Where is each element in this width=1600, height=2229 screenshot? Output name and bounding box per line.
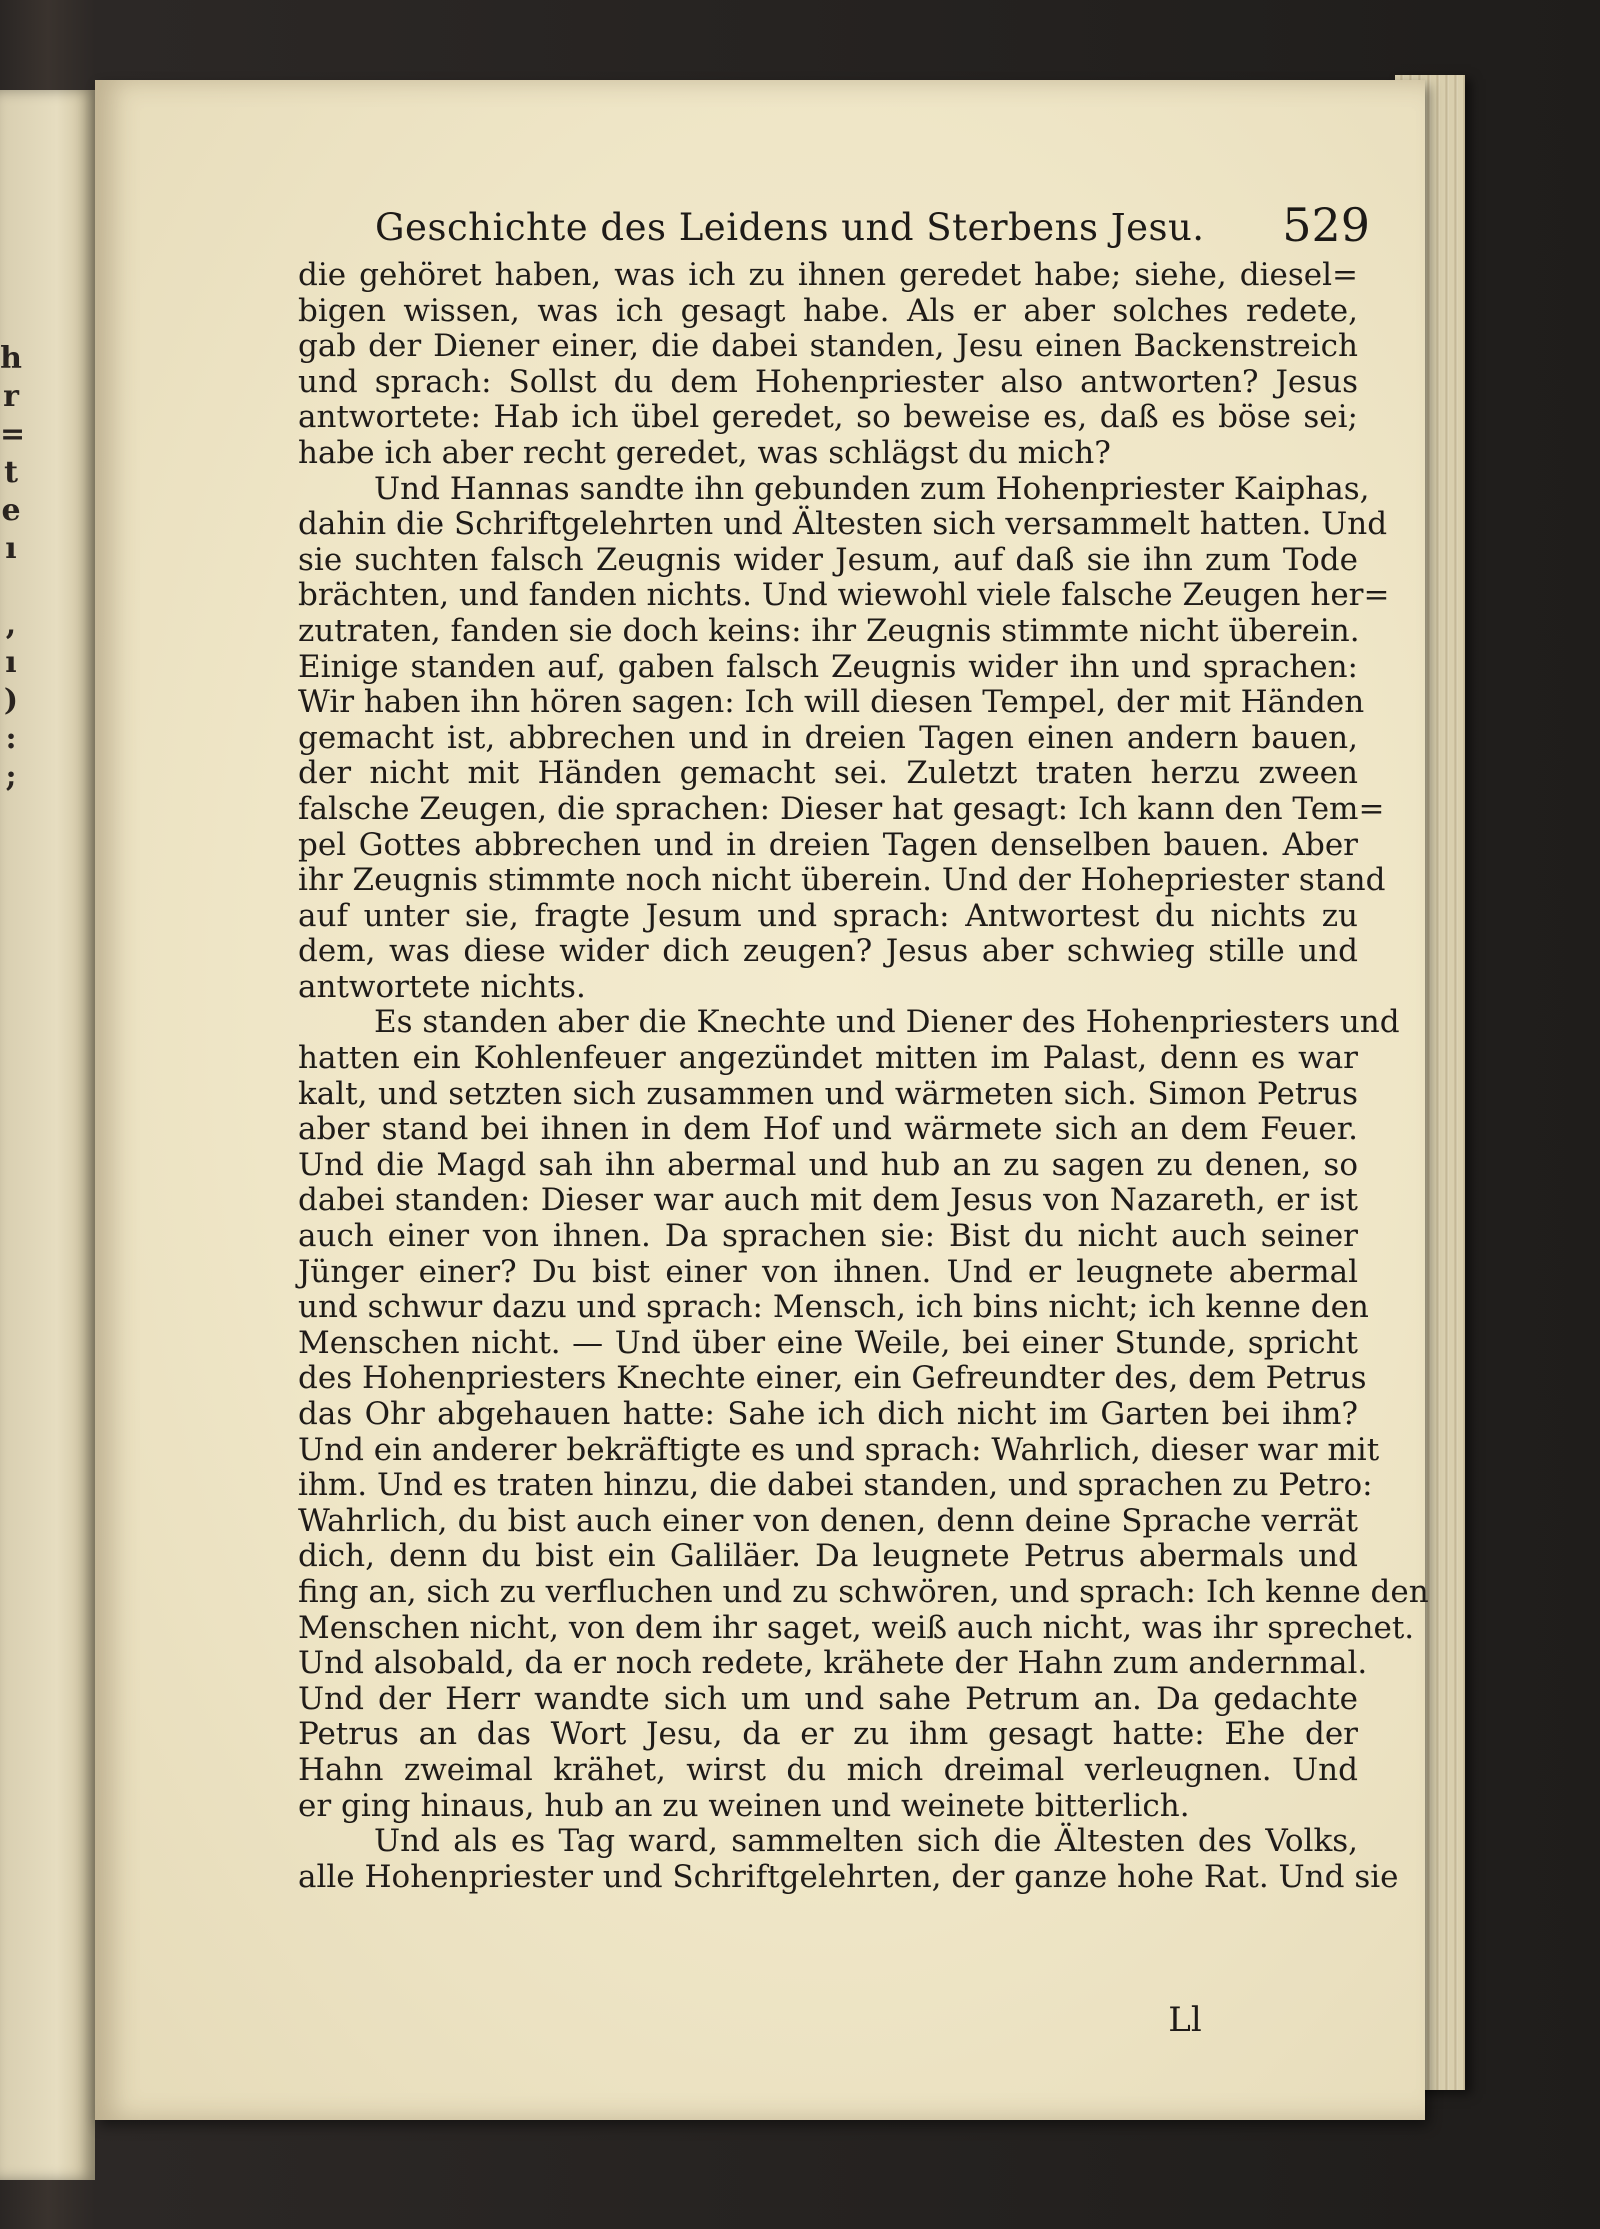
facing-page-margin-text [0,340,26,796]
text-line: zutraten, fanden sie doch keins: ihr Zeugnis stimmte nicht überein. [298,612,1360,649]
text-line: gemacht ist, abbrechen und in dreien Tagen einen andern bauen, [298,719,1358,756]
text-line: Und der Herr wandte sich um und sahe Petrum an. Da gedachte [298,1680,1358,1717]
text-line: auch einer von ihnen. Da sprachen sie: Bist du nicht auch seiner [298,1218,1358,1255]
text-line: sie suchten falsch Zeugnis wider Jesum, auf daß sie ihn zum Tode [298,541,1358,578]
text-line: dahin die Schriftgelehrten und Ältesten sich versammelt hatten. Und [298,506,1388,543]
text-line: Hahn zweimal krähet, wirst du mich dreimal verleugnen. Und [298,1751,1358,1788]
margin-char: ) [3,683,19,718]
text-line: Es standen aber die Knechte und Diener des Hohenpriesters und [374,1004,1400,1041]
text-line: Und Hannas sandte ihn gebunden zum Hohenpriester Kaiphas, [374,470,1370,507]
text-line: ihm. Und es traten hinzu, die dabei standen, und sprachen zu Petro: [298,1467,1373,1504]
margin-char: ı [5,531,17,566]
text-line: ihr Zeugnis stimmte noch nicht überein. Und der Hohepriester stand [298,862,1386,899]
running-head: Geschichte des Leidens und Sterbens Jesu. [375,206,1205,249]
margin-char: = [0,417,26,452]
margin-char: ı [5,645,17,680]
text-line: antwortete: Hab ich übel geredet, so beweise es, daß es böse sei; [298,399,1358,436]
text-line: des Hohenpriesters Knechte einer, ein Gefreundter des, dem Petrus [298,1360,1367,1397]
text-line: Jünger einer? Du bist einer von ihnen. Und er leugnete abermal [298,1253,1358,1290]
text-line: und schwur dazu und sprach: Mensch, ich bins nicht; ich kenne den [298,1289,1369,1326]
margin-char: r [3,379,19,414]
book-page [95,80,1429,2120]
text-line: alle Hohenpriester und Schriftgelehrten, der ganze hohe Rat. Und sie [298,1858,1399,1895]
text-line: Einige standen auf, gaben falsch Zeugnis wider ihn und sprachen: [298,648,1358,685]
margin-char [0,568,22,606]
margin-char: e [1,493,21,528]
page-number: 529 [1282,198,1370,252]
text-line: aber stand bei ihnen in dem Hof und wärmete sich an dem Feuer. [298,1111,1358,1148]
facing-page-edge [0,90,95,2180]
text-line: hatten ein Kohlenfeuer angezündet mitten im Palast, denn es war [298,1040,1358,1077]
text-line: fing an, sich zu verfluchen und zu schwören, und sprach: Ich kenne den [298,1573,1429,1610]
text-line: Petrus an das Wort Jesu, da er zu ihm gesagt hatte: Ehe der [298,1716,1358,1753]
text-line: kalt, und setzten sich zusammen und wärmeten sich. Simon Petrus [298,1075,1358,1112]
text-line: dem, was diese wider dich zeugen? Jesus aber schwieg stille und [298,933,1358,970]
margin-char: , [5,607,17,642]
text-line: Wahrlich, du bist auch einer von denen, denn deine Sprache verrät [298,1502,1358,1539]
text-line: die gehöret haben, was ich zu ihnen geredet habe; siehe, diesel= [298,257,1358,293]
margin-char: ; [5,759,17,794]
text-line: und sprach: Sollst du dem Hohenpriester also antworten? Jesus [298,363,1358,400]
text-line: pel Gottes abbrechen und in dreien Tagen denselben bauen. Aber [298,826,1358,863]
text-line: falsche Zeugen, die sprachen: Dieser hat gesagt: Ich kann den Tem= [298,790,1385,827]
text-line: Und alsobald, da er noch redete, krähete der Hahn zum andernmal. [298,1645,1368,1682]
margin-char: t [4,455,18,490]
text-line: Menschen nicht. — Und über eine Weile, bei einer Stunde, spricht [298,1324,1358,1361]
margin-char: : [5,721,17,756]
text-line: der nicht mit Händen gemacht sei. Zuletzt traten herzu zween [298,755,1358,792]
text-line: Wir haben ihn hören sagen: Ich will diesen Tempel, der mit Händen [298,684,1365,721]
text-line: er ging hinaus, hub an zu weinen und weinete bitterlich. [298,1787,1190,1824]
text-line: Und die Magd sah ihn abermal und hub an zu sagen zu denen, so [298,1146,1358,1183]
body-text [298,257,1429,1895]
signature-mark: Ll [1168,2000,1202,2040]
text-line: auf unter sie, fragte Jesum und sprach: Antwortest du nichts zu [298,897,1358,934]
text-line: Und ein anderer bekräftigte es und sprach: Wahrlich, dieser war mit [298,1431,1380,1468]
text-line: gab der Diener einer, die dabei standen, Jesu einen Backenstreich [298,328,1358,365]
text-line: habe ich aber recht geredet, was schlägst du mich? [298,434,1111,471]
text-line: Und als es Tag ward, sammelten sich die Ältesten des Volks, [374,1823,1358,1860]
text-line: dich, denn du bist ein Galiläer. Da leugnete Petrus abermals und [298,1538,1358,1575]
text-line: bigen wissen, was ich gesagt habe. Als er aber solches redete, [298,292,1358,329]
text-line: das Ohr abgehauen hatte: Sahe ich dich nicht im Garten bei ihm? [298,1396,1358,1432]
text-line: brächten, und fanden nichts. Und wiewohl viele falsche Zeugen her= [298,577,1390,614]
text-line: Menschen nicht, von dem ihr saget, weiß auch nicht, was ihr sprechet. [298,1609,1415,1646]
text-line: dabei standen: Dieser war auch mit dem Jesus von Nazareth, er ist [298,1182,1358,1219]
text-line: antwortete nichts. [298,968,586,1005]
margin-char: h [0,341,22,376]
